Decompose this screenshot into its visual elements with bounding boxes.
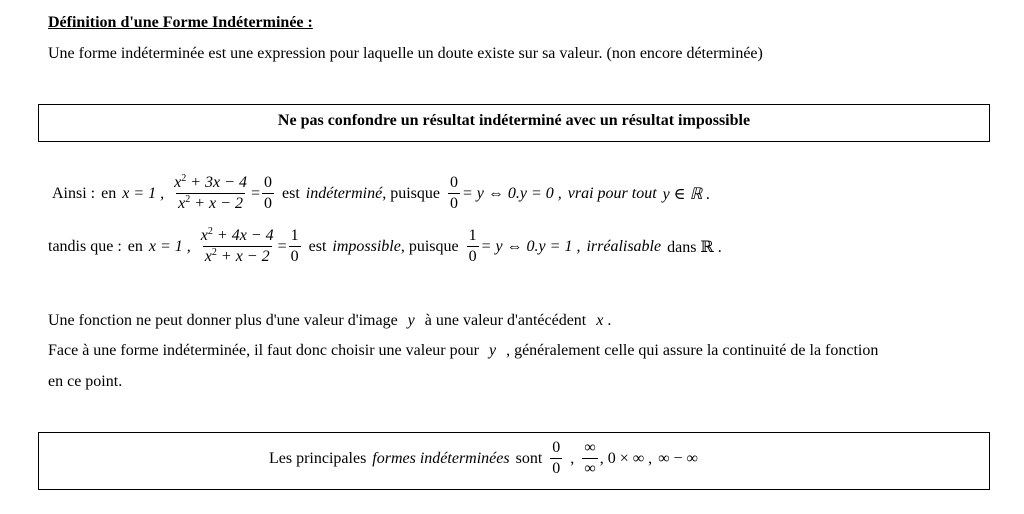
- ex1-eq: =: [250, 184, 260, 202]
- ex2-puisque: , puisque: [400, 237, 459, 255]
- ex2-intro: tandis que :: [48, 237, 122, 255]
- ex2-result: [289, 227, 301, 266]
- ex2-den-rest: + x − 2: [220, 248, 270, 265]
- text-line-2-a: Face à une forme indéterminée, il faut donc choisir une valeur pour: [48, 342, 479, 359]
- forms-box: [38, 432, 990, 490]
- text-line-1-a: Une fonction ne peut donner plus d'une valeur d'image: [48, 312, 398, 329]
- ex2-p-fraction: [467, 227, 479, 266]
- ex2-num-rest: + 4x − 4: [216, 227, 274, 244]
- ex2-en: en: [127, 237, 143, 255]
- ex2-est: est: [308, 237, 327, 255]
- form2-den: ∞: [584, 460, 596, 477]
- form1-num: 0: [552, 439, 561, 456]
- ex2-num-x: x: [200, 227, 208, 244]
- text-line-1: [48, 312, 611, 330]
- form-zero-times-inf: , 0 × ∞ ,: [599, 449, 653, 467]
- ex2-den-x: x: [204, 248, 212, 265]
- ex1-num-x: x: [174, 174, 182, 191]
- forms-sep: ,: [570, 449, 575, 467]
- ex1-num-exp: 2: [181, 173, 187, 184]
- text-line-1-y: y: [407, 312, 415, 329]
- ex1-puisque: , puisque: [382, 184, 440, 202]
- forms-term: formes indéterminées: [372, 449, 510, 467]
- ex1-concl: vrai pour tout: [567, 184, 657, 202]
- text-line-1-x: x: [596, 312, 604, 329]
- ex2-res-den: 0: [290, 248, 299, 265]
- ex1-den-x: x: [178, 195, 186, 212]
- ex1-result: [262, 174, 274, 213]
- ex1-p-num: 0: [449, 174, 458, 191]
- text-line-1-b: à une valeur d'antécédent: [424, 312, 587, 329]
- ex1-concl-var: y ∈ ℝ .: [662, 185, 711, 203]
- ex1-est: est: [281, 184, 300, 202]
- text-line-2-b: , généralement celle qui assure la continuité de la fonction: [506, 342, 879, 359]
- form-inf-over-inf: [582, 439, 597, 478]
- form-inf-minus-inf: ∞ − ∞: [658, 449, 698, 467]
- ex1-qualif: indéterminé: [305, 184, 383, 202]
- example-indetermine: [52, 174, 710, 213]
- ex2-concl: irréalisable: [586, 237, 662, 255]
- ex2-equiv: = y ⇔ 0.y = 1 ,: [480, 237, 581, 255]
- forms-intro: Les principales: [269, 449, 367, 467]
- text-line-2-y: y: [488, 342, 497, 359]
- ex1-p-den: 0: [449, 195, 458, 212]
- ex2-eq: =: [277, 237, 287, 255]
- ex2-num-exp: 2: [207, 226, 213, 237]
- ex2-qualif: impossible: [332, 237, 401, 255]
- ex2-p-den: 0: [468, 248, 477, 265]
- ex1-x-eq: x = 1 ,: [122, 184, 165, 202]
- warning-box: [38, 104, 990, 142]
- ex2-p-num: 1: [468, 227, 477, 244]
- ex2-fraction: [199, 227, 276, 266]
- page-title: Définition d'une Forme Indéterminée :: [48, 14, 313, 31]
- ex1-den-rest: + x − 2: [194, 195, 243, 212]
- ex1-equiv: = y ⇔ 0.y = 0 ,: [461, 184, 562, 202]
- ex1-res-num: 0: [263, 174, 272, 191]
- ex1-num-rest: + 3x − 4: [190, 174, 247, 191]
- ex2-concl-tail: dans ℝ .: [667, 238, 722, 256]
- ex1-en: en: [101, 184, 117, 202]
- text-line-2: [48, 342, 878, 360]
- warning-text: Ne pas confondre un résultat indéterminé avec un résultat impossible: [277, 112, 751, 129]
- form2-num: ∞: [584, 439, 596, 456]
- definition-text: Une forme indéterminée est une expression pour laquelle un doute existe sur sa valeur. (non encore déterminée): [48, 45, 763, 62]
- ex1-fraction: [172, 174, 249, 213]
- form-zero-over-zero: [550, 439, 562, 478]
- ex2-res-num: 1: [290, 227, 299, 244]
- ex2-den-exp: 2: [211, 247, 217, 258]
- form1-den: 0: [552, 460, 561, 477]
- example-impossible: [48, 227, 722, 266]
- forms-line: [269, 439, 698, 478]
- ex1-res-den: 0: [263, 195, 272, 212]
- ex1-den-exp: 2: [185, 194, 191, 205]
- forms-sont: sont: [515, 449, 543, 467]
- ex1-intro: Ainsi :: [52, 184, 96, 202]
- text-line-1-end: .: [607, 312, 612, 329]
- ex2-x-eq: x = 1 ,: [148, 237, 191, 255]
- text-line-3: en ce point.: [48, 373, 123, 390]
- ex1-p-fraction: [448, 174, 460, 213]
